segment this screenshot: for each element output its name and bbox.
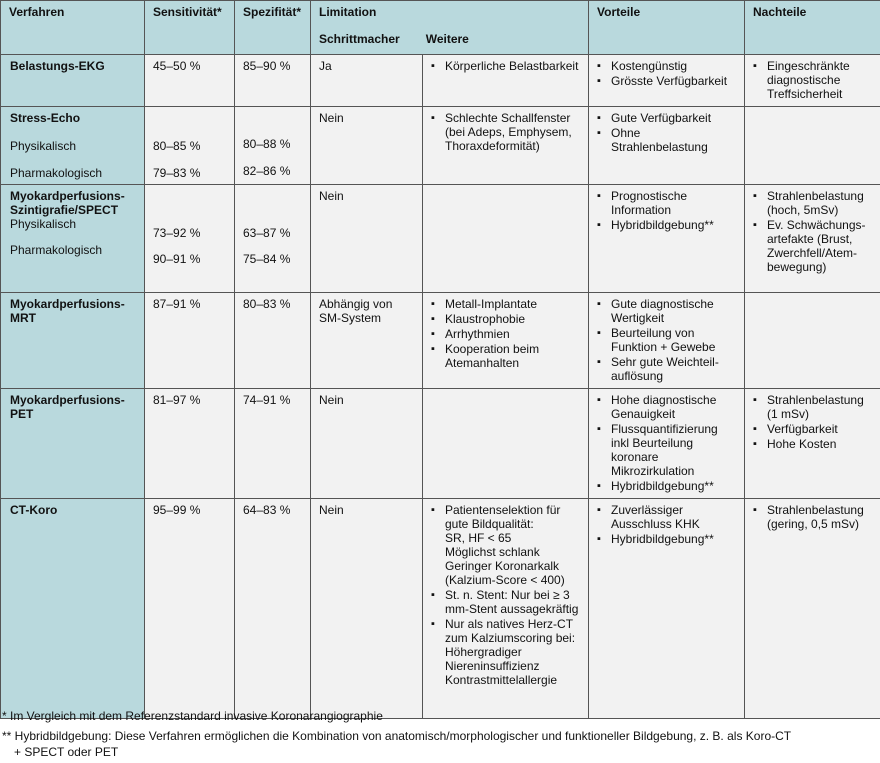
spez-cell: 74–91 % <box>235 389 311 499</box>
footnote-hybridbildgebung-cont: + SPECT oder PET <box>14 745 119 759</box>
list-item: ▪ Arrhythmien <box>431 327 580 341</box>
table-row <box>1 55 880 107</box>
weitere-cell <box>423 293 589 389</box>
list-item: ▪ Ev. Schwächungs-artefakte (Brust, Zwerchfell/Atem-bewegung) <box>753 218 872 274</box>
list-item: ▪ Grösste Verfügbarkeit <box>597 74 736 88</box>
list-item <box>431 617 580 687</box>
list-item: ▪ Eingeschränkte diagnostische Treffsicherheit <box>753 59 872 101</box>
list-item-lead: ▪ Nur als natives Herz-CT zum Kalziumscoring bei: <box>445 617 576 645</box>
sens-cell <box>145 107 235 185</box>
list-item: ▪ Metall-Implantate <box>431 297 580 311</box>
weitere-cell <box>423 185 589 293</box>
list-item: ▪ Verfügbarkeit <box>753 422 872 436</box>
row-sub-physikalisch: Physikalisch <box>10 139 77 153</box>
header-vorteile: Vorteile <box>589 1 745 55</box>
header-row <box>1 1 880 55</box>
vorteile-cell <box>589 55 745 107</box>
sens-cell: 81–97 % <box>145 389 235 499</box>
list-item: ▪ Hohe diagnostische Genauigkeit <box>597 393 736 421</box>
row-name-cell <box>1 107 145 185</box>
row-name: Belastungs-EKG <box>1 55 145 107</box>
nachteile-cell <box>745 107 880 185</box>
schrittmacher-cell: Nein <box>311 107 423 185</box>
row-name-cell <box>1 389 145 499</box>
row-name-cell <box>1 185 145 293</box>
list-item: ▪ Schlechte Schallfenster (bei Adeps, Emphysem, Thoraxdeformität) <box>431 111 580 153</box>
list-item: ▪ Hybridbildgebung** <box>597 479 736 493</box>
header-limitation <box>311 1 589 55</box>
list-subitem: SR, HF < 65 <box>445 531 512 545</box>
spez-cell: 80–83 % <box>235 293 311 389</box>
sens-cell: 45–50 % <box>145 55 235 107</box>
footnote-hybridbildgebung: ** Hybridbildgebung: Diese Verfahren ermöglichen die Kombination von anatomisch/morphologischer und funktioneller Bildgebung, z. B. als Koro-CT <box>2 729 792 743</box>
sens-physikalisch: 80–85 % <box>153 139 201 153</box>
table-row <box>1 185 880 293</box>
vorteile-cell <box>589 389 745 499</box>
list-item: ▪ Hohe Kosten <box>753 437 872 451</box>
nachteile-cell <box>745 293 880 389</box>
list-item: ▪ Gute Verfügbarkeit <box>597 111 736 125</box>
list-item-lead: ▪ Patientenselektion für gute Bildqualität: <box>445 503 561 531</box>
sens-pharmakologisch: 79–83 % <box>153 166 201 180</box>
list-item: ▪ Sehr gute Weichteil-auflösung <box>597 355 736 383</box>
list-item: ▪ Flussquantifizierung inkl Beurteilung koronare Mikrozirkulation <box>597 422 736 478</box>
schrittmacher-cell: Abhängig von SM-System <box>311 293 423 389</box>
row-name: Stress-Echo <box>10 111 81 125</box>
sens-cell: 95–99 % <box>145 499 235 719</box>
weitere-cell <box>423 55 589 107</box>
list-item: ▪ Gute diagnostische Wertigkeit <box>597 297 736 325</box>
spez-physikalisch: 63–87 % <box>243 226 291 240</box>
header-nachteile: Nachteile <box>745 1 880 55</box>
list-item: ▪ Zuverlässiger Ausschluss KHK <box>597 503 736 531</box>
vorteile-cell <box>589 185 745 293</box>
vorteile-cell <box>589 293 745 389</box>
list-item: ▪ Hybridbildgebung** <box>597 218 736 232</box>
list-subitem: Möglichst schlank <box>445 545 540 559</box>
list-item: ▪ Kostengünstig <box>597 59 736 73</box>
list-subitem: Kontrastmittelallergie <box>445 673 558 687</box>
spez-cell: 85–90 % <box>235 55 311 107</box>
row-name: CT-Koro <box>1 499 145 719</box>
header-verfahren: Verfahren <box>1 1 145 55</box>
spez-physikalisch: 80–88 % <box>243 137 291 151</box>
sens-cell: 87–91 % <box>145 293 235 389</box>
schrittmacher-cell: Nein <box>311 499 423 719</box>
spez-cell: 64–83 % <box>235 499 311 719</box>
list-item: ▪ Hybridbildgebung** <box>597 532 736 546</box>
table-row <box>1 293 880 389</box>
list-item: ▪ Klaustrophobie <box>431 312 580 326</box>
row-name-cell <box>1 293 145 389</box>
schrittmacher-cell: Nein <box>311 389 423 499</box>
nachteile-cell <box>745 55 880 107</box>
sens-pharmakologisch: 90–91 % <box>153 252 201 266</box>
row-name-line2: Szintigrafie/SPECT <box>10 203 119 217</box>
list-item <box>431 503 580 587</box>
row-name-line1: Myokardperfusions- <box>10 393 125 407</box>
row-name-line1: Myokardperfusions- <box>10 297 125 311</box>
list-item: ▪ St. n. Stent: Nur bei ≥ 3 mm-Stent aussagekräftig <box>431 588 580 616</box>
header-sensitivitaet: Sensitivität* <box>145 1 235 55</box>
header-weitere: Weitere <box>425 32 469 46</box>
table-row <box>1 389 880 499</box>
weitere-cell <box>423 107 589 185</box>
row-sub-pharmakologisch: Pharmakologisch <box>10 166 103 180</box>
sens-cell <box>145 185 235 293</box>
list-item: ▪ Ohne Strahlenbelastung <box>597 126 736 154</box>
nachteile-cell <box>745 499 880 719</box>
spez-cell <box>235 107 311 185</box>
table-row <box>1 499 880 719</box>
row-name-line2: PET <box>10 407 34 421</box>
spez-pharmakologisch: 75–84 % <box>243 252 291 266</box>
footnote-referenzstandard: * Im Vergleich mit dem Referenzstandard invasive Koronarangiographie <box>2 709 383 723</box>
list-item: ▪ Kooperation beim Atemanhalten <box>431 342 580 370</box>
schrittmacher-cell: Ja <box>311 55 423 107</box>
list-item: ▪ Beurteilung von Funktion + Gewebe <box>597 326 736 354</box>
spez-pharmakologisch: 82–86 % <box>243 164 291 178</box>
sens-physikalisch: 73–92 % <box>153 226 201 240</box>
list-item: ▪ Strahlenbelastung (gering, 0,5 mSv) <box>753 503 872 531</box>
schrittmacher-cell: Nein <box>311 185 423 293</box>
vorteile-cell <box>589 107 745 185</box>
list-item: ▪ Prognostische Information <box>597 189 736 217</box>
row-sub-physikalisch: Physikalisch <box>10 217 77 231</box>
header-schrittmacher: Schrittmacher <box>319 32 400 46</box>
table-row <box>1 107 880 185</box>
header-limitation-label: Limitation <box>319 5 377 19</box>
list-subitem: Geringer Koronarkalk (Kalzium-Score < 400) <box>445 559 565 587</box>
list-subitem: Höhergradiger Niereninsuffizienz <box>445 645 540 673</box>
spez-cell <box>235 185 311 293</box>
header-spezifitaet: Spezifität* <box>235 1 311 55</box>
weitere-cell <box>423 389 589 499</box>
list-item: ▪ Körperliche Belastbarkeit <box>431 59 580 73</box>
row-name-line1: Myokardperfusions- <box>10 189 125 203</box>
row-sub-pharmakologisch: Pharmakologisch <box>10 243 103 257</box>
list-item: ▪ Strahlenbelastung (1 mSv) <box>753 393 872 421</box>
weitere-cell <box>423 499 589 719</box>
nachteile-cell <box>745 185 880 293</box>
row-name-line2: MRT <box>10 311 36 325</box>
list-item: ▪ Strahlenbelastung (hoch, 5mSv) <box>753 189 872 217</box>
vorteile-cell <box>589 499 745 719</box>
nachteile-cell <box>745 389 880 499</box>
